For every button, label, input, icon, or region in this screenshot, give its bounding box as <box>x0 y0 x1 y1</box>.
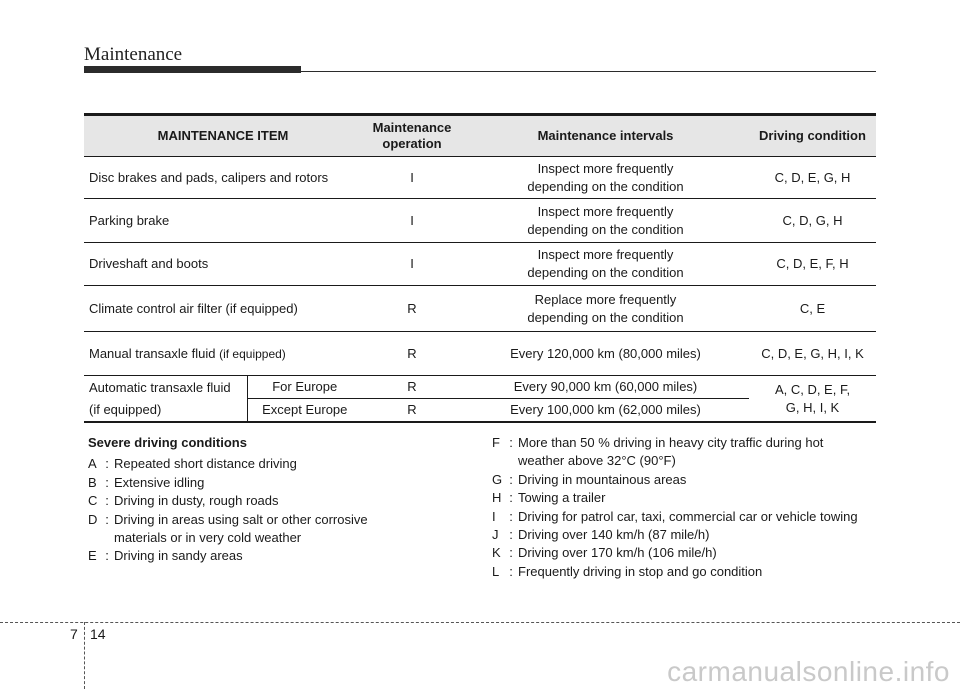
list-item <box>492 544 892 562</box>
maintenance-table <box>84 113 876 423</box>
list-item <box>88 474 458 492</box>
row-interval <box>462 286 749 332</box>
row-operation: R <box>362 286 462 332</box>
interval-line-1: Replace more frequently <box>534 291 677 307</box>
table-row <box>84 157 876 199</box>
table-row <box>84 286 876 332</box>
table-header-row <box>84 115 876 157</box>
condition-text: Driving over 170 km/h (106 mile/h) <box>518 545 717 561</box>
header-maintenance-item: MAINTENANCE ITEM <box>84 115 362 157</box>
interval-line-2: depending on the condition <box>527 309 684 325</box>
auto-item-line-1: Automatic transaxle fluid <box>89 379 231 395</box>
sub-region: For Europe <box>247 376 362 399</box>
interval-line-1: Inspect more frequently <box>537 203 674 219</box>
condition-text: Extensive idling <box>114 474 205 490</box>
header-rule <box>84 71 876 72</box>
colon: : <box>509 508 513 524</box>
list-item <box>492 489 892 507</box>
condition-text <box>518 434 892 471</box>
condition-key: K <box>492 545 501 561</box>
interval-line-1: Inspect more frequently <box>537 247 674 262</box>
auto-item <box>84 376 247 423</box>
row-operation: I <box>362 157 462 199</box>
header-maintenance-operation: Maintenance operation <box>362 115 462 157</box>
condition-key: D <box>88 511 98 527</box>
list-item <box>492 434 892 471</box>
footer-divider <box>84 622 85 689</box>
condition-text: Driving in sandy areas <box>114 548 243 564</box>
condition-text: Repeated short distance driving <box>114 456 297 472</box>
interval-line-2: depending on the condition <box>527 221 684 237</box>
row-condition: C, E <box>749 286 876 332</box>
row-item: Driveshaft and boots <box>84 243 362 286</box>
row-item-label: Manual transaxle fluid <box>89 345 216 361</box>
colon: : <box>105 493 109 509</box>
condition-text: Driving in dusty, rough roads <box>114 493 279 509</box>
condition-text: Driving over 140 km/h (87 mile/h) <box>518 527 710 543</box>
table-row <box>84 376 876 399</box>
condition-key: A <box>88 456 97 472</box>
severe-conditions-right <box>492 434 892 581</box>
sub-operation: R <box>362 399 462 423</box>
condition-key: J <box>492 527 499 543</box>
condition-line-2: G, H, I, K <box>785 399 840 415</box>
colon: : <box>509 471 513 487</box>
watermark: carmanualsonline.info <box>667 656 950 687</box>
interval-line-2: depending on the condition <box>527 178 684 194</box>
row-condition: C, D, E, G, H, I, K <box>749 332 876 376</box>
condition-text: Driving in mountainous areas <box>518 471 687 487</box>
page-section-title: Maintenance <box>84 44 183 65</box>
chapter-number: 7 <box>70 626 78 642</box>
row-item: Parking brake <box>84 199 362 243</box>
header-maintenance-intervals: Maintenance intervals <box>462 115 749 157</box>
row-item-suffix: (if equipped) <box>219 346 286 361</box>
colon: : <box>509 490 513 506</box>
list-item <box>88 455 458 473</box>
colon: : <box>105 511 109 527</box>
condition-key: G <box>492 471 503 487</box>
colon: : <box>509 527 513 543</box>
sub-interval: Every 100,000 km (62,000 miles) <box>462 399 749 423</box>
severe-conditions-left <box>88 434 458 566</box>
auto-condition <box>749 376 876 423</box>
table-row <box>84 332 876 376</box>
row-item <box>84 332 362 376</box>
condition-key: B <box>88 474 97 490</box>
sub-region: Except Europe <box>247 399 362 423</box>
interval-line-1: Inspect more frequently <box>537 160 674 176</box>
list-item <box>492 526 892 544</box>
sub-operation: R <box>362 376 462 399</box>
colon: : <box>105 456 109 472</box>
row-interval <box>462 243 749 286</box>
row-condition: C, D, E, G, H <box>749 157 876 199</box>
row-item: Climate control air filter (if equipped) <box>84 286 362 332</box>
colon: : <box>509 435 513 450</box>
condition-line-1: A, C, D, E, F, <box>774 381 851 397</box>
condition-text-line-1: More than 50 % driving in heavy city traffic during hot <box>518 435 824 450</box>
table-row <box>84 243 876 286</box>
list-item <box>492 471 892 489</box>
condition-text <box>114 511 458 548</box>
row-interval: Every 120,000 km (80,000 miles) <box>462 332 749 376</box>
condition-text-line-2: materials or in very cold weather <box>114 530 302 546</box>
colon: : <box>509 545 513 561</box>
list-item <box>88 492 458 510</box>
condition-key: I <box>492 508 496 524</box>
condition-key: H <box>492 490 502 506</box>
colon: : <box>105 474 109 490</box>
table-row <box>84 199 876 243</box>
row-condition: C, D, E, F, H <box>749 243 876 286</box>
condition-text-line-2: weather above 32°C (90°F) <box>518 453 676 469</box>
condition-text-line-1: Driving in areas using salt or other corrosive <box>114 511 368 527</box>
row-operation: I <box>362 243 462 286</box>
condition-key: L <box>492 563 500 579</box>
condition-text: Towing a trailer <box>518 490 606 506</box>
interval-line-2: depending on the condition <box>527 265 684 280</box>
row-condition: C, D, G, H <box>749 199 876 243</box>
list-item <box>492 508 892 526</box>
list-item <box>88 547 458 565</box>
condition-text: Frequently driving in stop and go condition <box>518 563 763 579</box>
severe-conditions-heading: Severe driving conditions <box>88 435 247 450</box>
list-item <box>88 511 458 548</box>
row-item: Disc brakes and pads, calipers and rotors <box>84 157 362 199</box>
sub-interval: Every 90,000 km (60,000 miles) <box>462 376 749 399</box>
row-interval <box>462 199 749 243</box>
footer-rule <box>0 622 960 623</box>
condition-key: F <box>492 435 500 450</box>
header-driving-condition: Driving condition <box>749 115 876 157</box>
colon: : <box>105 548 109 564</box>
page-number: 14 <box>90 626 106 642</box>
condition-key: E <box>88 548 97 564</box>
row-operation: R <box>362 332 462 376</box>
row-interval <box>462 157 749 199</box>
condition-text: Driving for patrol car, taxi, commercial car or vehicle towing <box>518 508 858 524</box>
auto-item-line-2: (if equipped) <box>89 401 162 417</box>
list-item <box>492 563 892 581</box>
colon: : <box>509 563 513 579</box>
row-operation: I <box>362 199 462 243</box>
condition-key: C <box>88 493 98 509</box>
